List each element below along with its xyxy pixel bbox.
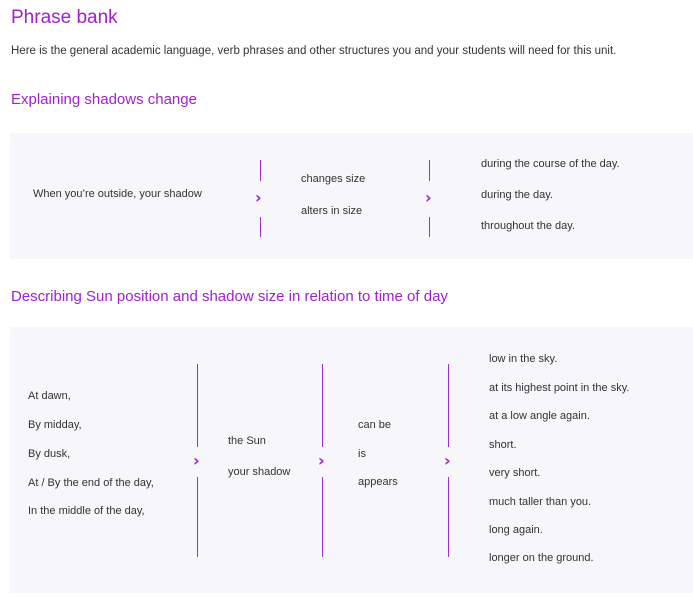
phrase-item: short. — [489, 439, 517, 451]
phrase-item: By midday, — [28, 419, 82, 431]
chevron-right-icon: › — [318, 451, 325, 470]
phrase-item: When you’re outside, your shadow — [33, 188, 202, 200]
intro-text: Here is the general academic language, verb phrases and other structures you and your students will need for this unit. — [11, 45, 617, 57]
phrase-item: can be — [358, 419, 392, 431]
phrase-item: longer on the ground. — [489, 552, 594, 564]
phrase-item: very short. — [489, 467, 541, 479]
phrase-item: throughout the day. — [481, 220, 575, 232]
phrase-item: low in the sky. — [489, 353, 558, 365]
section-heading-sun-position: Describing Sun position and shadow size in relation to time of day — [11, 288, 448, 305]
chevron-right-icon: › — [444, 451, 451, 470]
phrase-item: the Sun — [228, 435, 266, 447]
phrase-item: long again. — [489, 524, 543, 536]
phrase-item: during the day. — [481, 189, 553, 201]
phrase-item: In the middle of the day, — [28, 505, 145, 517]
phrase-item: alters in size — [301, 205, 363, 217]
phrase-item: your shadow — [228, 466, 291, 478]
phrase-item: appears — [358, 476, 398, 488]
phrase-item: At / By the end of the day, — [28, 477, 154, 489]
chevron-right-icon: › — [255, 188, 262, 207]
chevron-right-icon: › — [425, 188, 432, 207]
phrase-item: changes size — [301, 173, 366, 185]
chevron-right-icon: › — [193, 451, 200, 470]
phrase-item: during the course of the day. — [481, 158, 620, 170]
phrase-item: much taller than you. — [489, 496, 592, 508]
phrase-item: At dawn, — [28, 390, 71, 402]
page-title: Phrase bank — [11, 7, 118, 28]
phrase-item: is — [358, 448, 366, 460]
phrase-item: at its highest point in the sky. — [489, 382, 630, 394]
phrase-table-shadows-change — [10, 133, 693, 259]
phrase-item: at a low angle again. — [489, 410, 590, 422]
phrase-table-sun-position — [10, 327, 693, 593]
phrase-item: By dusk, — [28, 448, 71, 460]
section-heading-shadows-change: Explaining shadows change — [11, 91, 197, 108]
